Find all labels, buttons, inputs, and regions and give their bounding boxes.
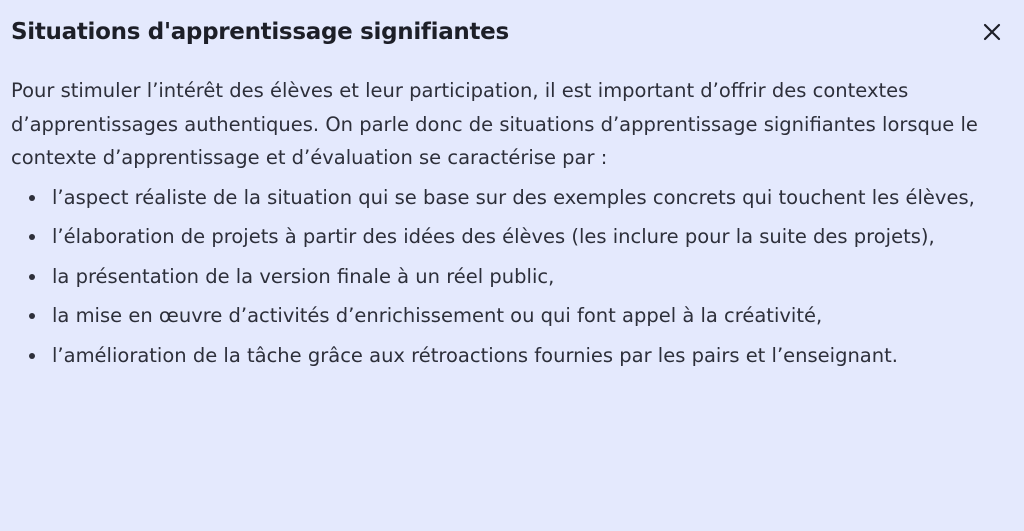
intro-paragraph: Pour stimuler l’intérêt des élèves et leur participation, il est important d’offrir des contextes d’apprentissages authentiques. On parle donc de situations d’apprentissage signifiantes lorsque le contexte d’apprentissage et d’évaluation se caractérise par : bbox=[11, 79, 978, 169]
list-item: l’élaboration de projets à partir des idées des élèves (les inclure pour la suite des projets), bbox=[52, 220, 1001, 254]
list-item: l’amélioration de la tâche grâce aux rétroactions fournies par les pairs et l’enseignant. bbox=[52, 339, 1001, 373]
panel-title: Situations d'apprentissage signifiantes bbox=[11, 19, 509, 45]
criteria-list bbox=[11, 181, 1001, 373]
close-button[interactable] bbox=[978, 18, 1006, 46]
list-item: l’aspect réaliste de la situation qui se base sur des exemples concrets qui touchent les élèves, bbox=[52, 181, 1001, 215]
close-icon bbox=[982, 22, 1002, 42]
panel-body bbox=[11, 74, 1001, 378]
list-item: la présentation de la version finale à un réel public, bbox=[52, 260, 1001, 294]
list-item: la mise en œuvre d’activités d’enrichissement ou qui font appel à la créativité, bbox=[52, 299, 1001, 333]
